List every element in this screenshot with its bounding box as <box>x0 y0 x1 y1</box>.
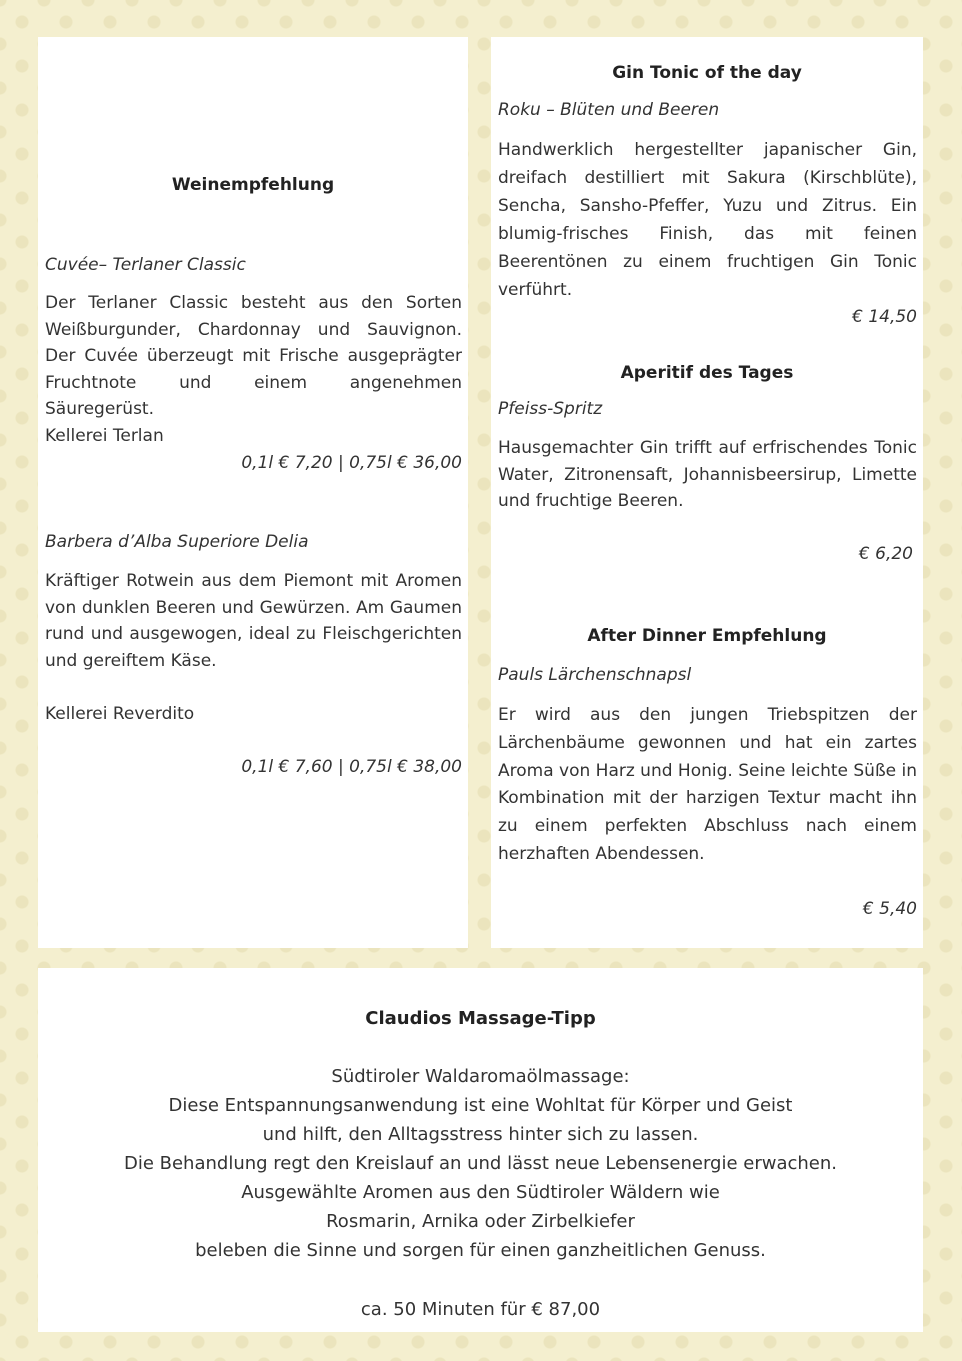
massage-line: Diese Entspannungsanwendung ist eine Wohltat für Körper und Geist <box>168 1095 793 1116</box>
wine2-price: 0,1l € 7,60 | 0,75l € 38,00 <box>241 757 462 777</box>
aperitif-price: € 6,20 <box>858 544 913 564</box>
gin-price: € 14,50 <box>852 307 917 327</box>
wine2-winery: Kellerei Reverdito <box>45 704 195 724</box>
wine1-price: 0,1l € 7,20 | 0,75l € 36,00 <box>241 453 462 473</box>
after-dinner-description: Er wird aus den jungen Triebspitzen der Lärchenbäume gewonnen und hat ein zartes Aroma von Harz und Honig. Seine leichte Süße in Kombination mit der harzigen Textur macht ihn zu einem perfekten Abschluss nach einem herzhaften Abendessen. <box>498 705 918 864</box>
wine-recommendation-panel <box>38 37 468 948</box>
massage-line: Südtiroler Waldaromaölmassage: <box>331 1066 630 1087</box>
after-dinner-section-title: After Dinner Empfehlung <box>587 626 827 646</box>
after-dinner-price: € 5,40 <box>862 899 917 919</box>
wine1-winery: Kellerei Terlan <box>45 426 164 446</box>
massage-line: Rosmarin, Arnika oder Zirbelkiefer <box>326 1211 635 1232</box>
aperitif-name: Pfeiss-Spritz <box>498 399 603 419</box>
massage-tip-panel <box>38 968 923 1332</box>
wine-section-title: Weinempfehlung <box>171 175 335 195</box>
wine2-description: Kräftiger Rotwein aus dem Piemont mit Aromen von dunklen Beeren und Gewürzen. Am Gaumen rund und ausgewogen, ideal zu Fleischgerichten und gereiftem Käse. <box>45 571 462 671</box>
massage-line: und hilft, den Alltagsstress hinter sich zu lassen. <box>262 1124 699 1145</box>
wine1-description: Der Terlaner Classic besteht aus den Sorten Weißburgunder, Chardonnay und Sauvignon. Der Cuvée überzeugt mit Frische ausgeprägter Fruchtnote und einem angenehmen Säuregerüst. <box>45 293 462 419</box>
wine1-name: Cuvée– Terlaner Classic <box>45 255 246 275</box>
gin-section-title: Gin Tonic of the day <box>612 63 802 83</box>
massage-line: beleben die Sinne und sorgen für einen ganzheitlichen Genuss. <box>195 1240 766 1261</box>
massage-line: Die Behandlung regt den Kreislauf an und lässt neue Lebensenergie erwachen. <box>123 1153 838 1174</box>
massage-duration-price: ca. 50 Minuten für € 87,00 <box>360 1299 601 1320</box>
aperitif-section-title: Aperitif des Tages <box>620 363 794 383</box>
drinks-panel <box>491 37 923 948</box>
gin-description: Handwerklich hergestellter japanischer Gin, dreifach destilliert mit Sakura (Kirschblüte), Sencha, Sansho-Pfeffer, Yuzu und Zitrus. Ein blumig-frisches Finish, das mit feinen Beerentönen zu einem fruchtigen Gin Tonic verführt. <box>498 140 917 300</box>
massage-description <box>38 1062 923 1265</box>
massage-section-title: Claudios Massage-Tipp <box>365 1008 596 1029</box>
after-dinner-name: Pauls Lärchenschnapsl <box>498 665 692 685</box>
aperitif-description: Hausgemachter Gin trifft auf erfrischendes Tonic Water, Zitronensaft, Johannisbeersirup, Limette und fruchtige Beeren. <box>498 438 917 511</box>
massage-line: Ausgewählte Aromen aus den Südtiroler Wäldern wie <box>241 1182 720 1203</box>
wine2-name: Barbera d’Alba Superiore Delia <box>45 532 309 552</box>
gin-name: Roku – Blüten und Beeren <box>498 100 720 120</box>
